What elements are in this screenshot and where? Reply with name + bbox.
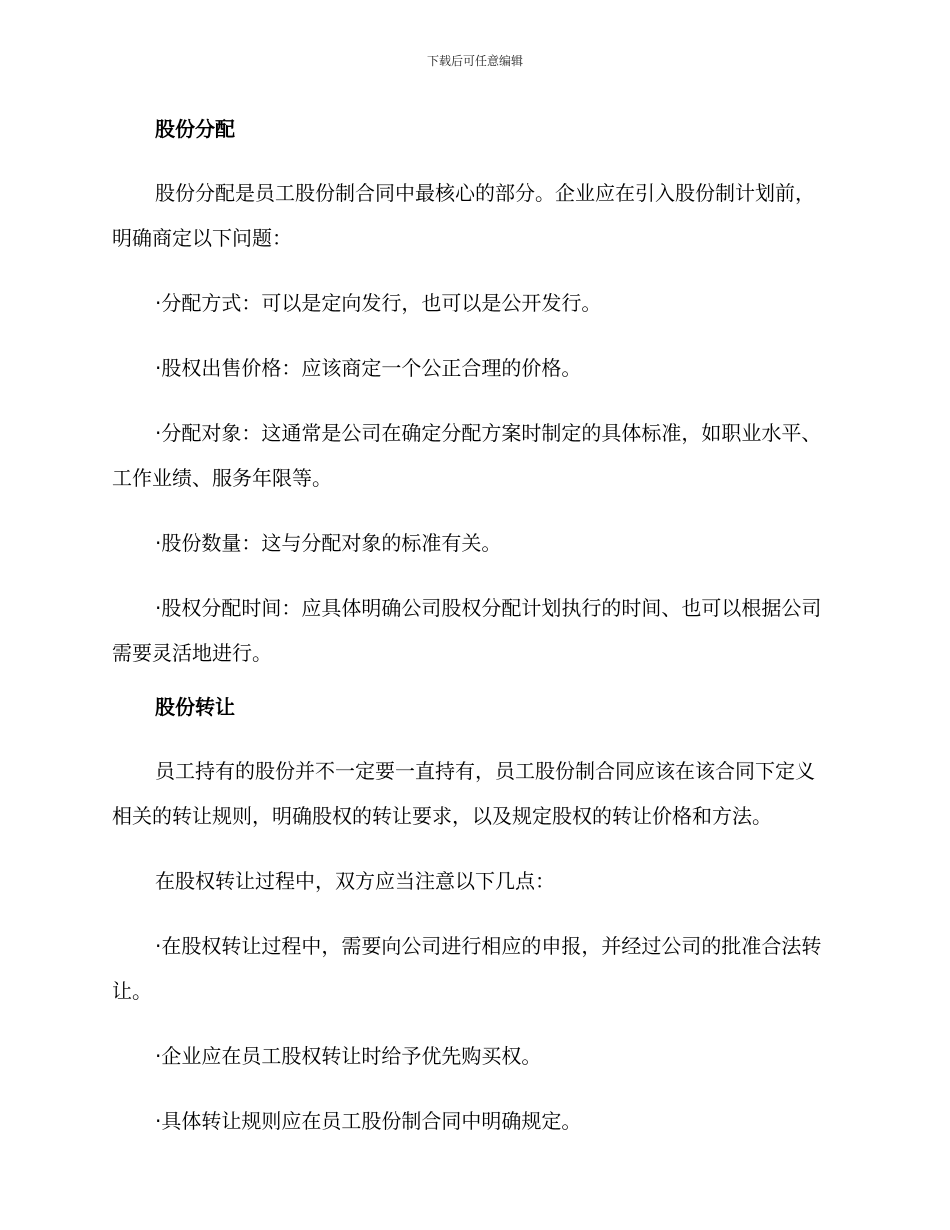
- page-header: 下载后可任意编辑: [426, 54, 523, 68]
- bullet-item: ·具体转让规则应在员工股份制合同中明确规定。: [155, 1109, 582, 1133]
- bullet-item: ·股权出售价格：应该商定一个公正合理的价格。: [155, 356, 582, 380]
- bullet-item: ·股份数量：这与分配对象的标准有关。: [155, 531, 502, 555]
- bullet-item: ·分配方式：可以是定向发行，也可以是公开发行。: [155, 291, 602, 315]
- section-heading-share-transfer: 股份转让: [155, 695, 235, 719]
- bullet-item: ·企业应在员工股权转让时给予优先购买权。: [155, 1044, 542, 1068]
- paragraph: 员工持有的股份并不一定要一直持有，员工股份制合同应该在该合同下定义相关的转让规则，明确股权的转让要求，以及规定股权的转让价格和方法。: [112, 759, 815, 828]
- document-body: [112, 107, 832, 1153]
- paragraph: 股份分配是员工股份制合同中最核心的部分。企业应在引入股份制计划前，明确商定以下问题：: [112, 181, 815, 250]
- bullet-item: ·在股权转让过程中，需要向公司进行相应的申报，并经过公司的批准合法转让。: [112, 934, 822, 1003]
- section-heading-share-allocation: 股份分配: [155, 117, 235, 141]
- paragraph: 在股权转让过程中，双方应当注意以下几点：: [155, 869, 555, 893]
- bullet-item: ·股权分配时间：应具体明确公司股权分配计划执行的时间、也可以根据公司需要灵活地进行。: [112, 596, 822, 665]
- bullet-item: ·分配对象：这通常是公司在确定分配方案时制定的具体标准，如职业水平、工作业绩、服务年限等。: [112, 421, 822, 490]
